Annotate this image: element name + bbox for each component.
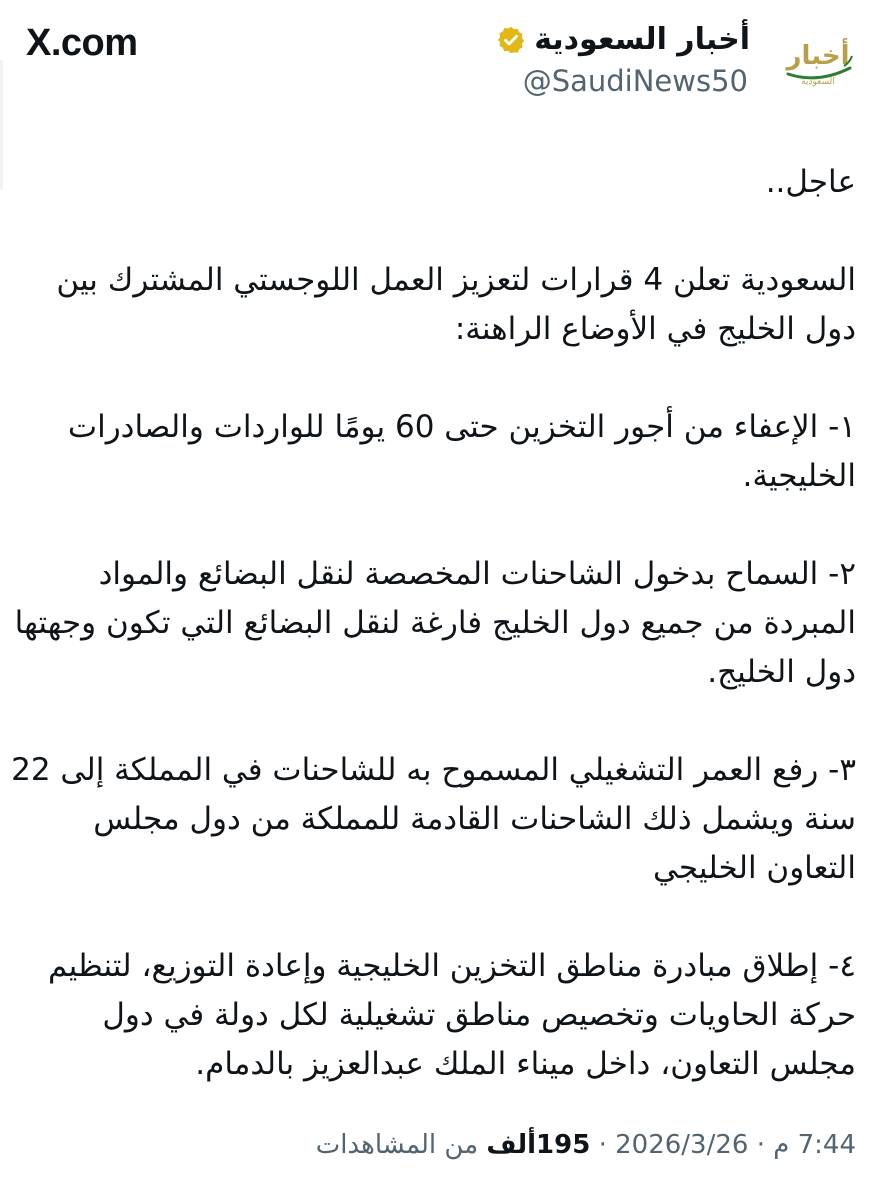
tweet-text (10, 158, 856, 1089)
x-brand-label[interactable]: X.com (26, 22, 138, 64)
tweet-meta (316, 1130, 856, 1160)
tweet-paragraph-item-1: ١- الإعفاء من أجور التخزين حتى 60 يومًا للواردات والصادرات الخليجية. (67, 409, 856, 494)
logo-subtext: السعودية (801, 77, 835, 87)
tweet-paragraph-urgent: عاجل.. (765, 164, 856, 200)
account-name-row[interactable] (496, 22, 750, 57)
saudi-news-logo-icon (778, 22, 858, 102)
logo-text: أخبار (786, 41, 850, 71)
tweet-paragraph-item-3: ٣- رفع العمر التشغيلي المسموح به للشاحنات في المملكة إلى 22 سنة ويشمل ذلك الشاحنات القادمة للمملكة من دول مجلس التعاون الخليجي (11, 752, 856, 886)
verified-badge-icon (496, 25, 526, 55)
account-handle[interactable]: @SaudiNews50 (522, 64, 748, 98)
tweet-date[interactable]: 2026/3/26 (615, 1130, 749, 1160)
tweet-header (0, 0, 876, 130)
meta-separator: · (756, 1130, 765, 1160)
meta-separator: · (598, 1130, 607, 1160)
tweet-paragraph-item-2: ٢- السماح بدخول الشاحنات المخصصة لنقل البضائع والمواد المبردة من جميع دول الخليج فارغة لنقل البضائع التي تكون وجهتها دول الخليج. (14, 556, 856, 690)
views-label: من المشاهدات (315, 1130, 479, 1160)
account-avatar[interactable] (778, 22, 858, 102)
tweet-paragraph-item-4: ٤- إطلاق مبادرة مناطق التخزين الخليجية وإعادة التوزيع، لتنظيم حركة الحاويات وتخصيص مناطق تشغيلية لكل دولة في دول مجلس التعاون، داخل ميناء الملك عبدالعزيز بالدمام. (48, 948, 856, 1082)
views-unit: ألف (486, 1130, 537, 1160)
tweet-paragraph-intro: السعودية تعلن 4 قرارات لتعزيز العمل اللوجستي المشترك بين دول الخليج في الأوضاع الراهنة: (56, 262, 856, 347)
account-display-name[interactable]: أخبار السعودية (534, 22, 750, 57)
decorative-divider (0, 60, 3, 190)
tweet-time[interactable]: 7:44 م (773, 1130, 856, 1160)
views-count[interactable]: 195 (536, 1130, 591, 1160)
